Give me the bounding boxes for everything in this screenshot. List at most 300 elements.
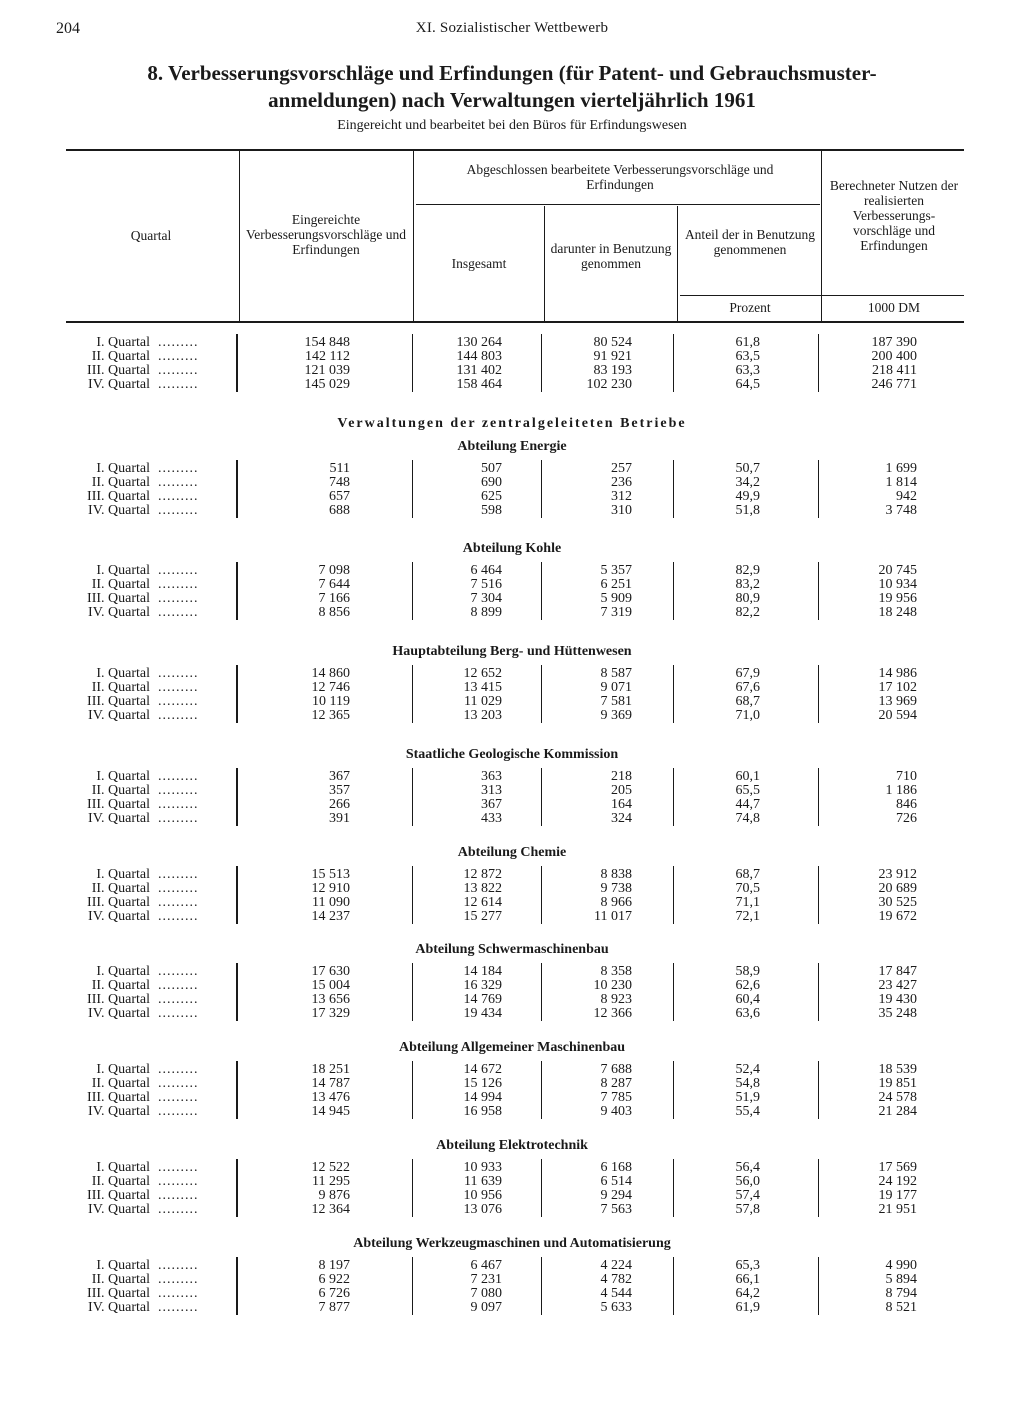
table-row bbox=[0, 476, 1024, 490]
quarter-label: II. Quartal bbox=[91, 349, 150, 364]
cell-value: 30 525 bbox=[878, 895, 917, 910]
dot-leader: ......... bbox=[158, 783, 199, 798]
cell-value: 145 029 bbox=[304, 377, 350, 392]
cell-value: 6 726 bbox=[318, 1286, 350, 1301]
cell-value: 13 969 bbox=[878, 694, 917, 709]
section-heading: Abteilung Schwermaschinenbau bbox=[415, 942, 609, 957]
dot-leader: ......... bbox=[158, 811, 199, 826]
cell-value: 6 467 bbox=[470, 1258, 502, 1273]
cell-value: 8 197 bbox=[318, 1258, 350, 1273]
cell-value: 9 294 bbox=[600, 1188, 632, 1203]
cell-value: 8 287 bbox=[600, 1076, 632, 1091]
quarter-label: I. Quartal bbox=[96, 1062, 150, 1077]
table-title-line-2: anmeldungen) nach Verwaltungen vierteljährlich 1961 bbox=[268, 88, 756, 112]
quarter-label: III. Quartal bbox=[87, 895, 150, 910]
cell-value: 131 402 bbox=[456, 363, 502, 378]
column-separator bbox=[412, 1061, 413, 1119]
cell-value: 7 080 bbox=[470, 1286, 502, 1301]
cell-value: 23 912 bbox=[878, 867, 917, 882]
cell-value: 9 738 bbox=[600, 881, 632, 896]
dot-leader: ......... bbox=[158, 563, 199, 578]
cell-value: 7 231 bbox=[470, 1272, 502, 1287]
quarter-label: I. Quartal bbox=[96, 964, 150, 979]
cell-value: 71,1 bbox=[735, 895, 760, 910]
column-separator bbox=[818, 562, 819, 620]
cell-value: 56,0 bbox=[735, 1174, 760, 1189]
quarter-label: III. Quartal bbox=[87, 489, 150, 504]
dot-leader: ......... bbox=[158, 1006, 199, 1021]
column-separator bbox=[412, 768, 413, 826]
quarter-label: II. Quartal bbox=[91, 680, 150, 695]
cell-value: 14 237 bbox=[311, 909, 350, 924]
column-separator bbox=[818, 768, 819, 826]
group-heading: Verwaltungen der zentralgeleiteten Betriebe bbox=[337, 416, 687, 431]
quarter-label: IV. Quartal bbox=[88, 1300, 150, 1315]
quarter-label: II. Quartal bbox=[91, 978, 150, 993]
cell-value: 16 958 bbox=[463, 1104, 502, 1119]
cell-value: 12 872 bbox=[463, 867, 502, 882]
cell-value: 312 bbox=[611, 489, 632, 504]
column-separator bbox=[541, 460, 542, 518]
dot-leader: ......... bbox=[158, 895, 199, 910]
quarter-label: III. Quartal bbox=[87, 363, 150, 378]
cell-value: 10 956 bbox=[463, 1188, 502, 1203]
quarter-label: IV. Quartal bbox=[88, 1202, 150, 1217]
header-eingereichte: Eingereichte Verbesserungsvorschläge und Erfindungen bbox=[245, 212, 407, 257]
table-row bbox=[0, 695, 1024, 709]
column-separator bbox=[818, 334, 819, 392]
cell-value: 8 856 bbox=[318, 605, 350, 620]
table-title bbox=[60, 60, 964, 114]
cell-value: 8 966 bbox=[600, 895, 632, 910]
cell-value: 12 365 bbox=[311, 708, 350, 723]
column-separator bbox=[412, 866, 413, 924]
cell-value: 68,7 bbox=[735, 694, 760, 709]
cell-value: 66,1 bbox=[735, 1272, 760, 1287]
cell-value: 80,9 bbox=[735, 591, 760, 606]
section-heading: Abteilung Werkzeugmaschinen und Automatisierung bbox=[353, 1236, 671, 1251]
table-row bbox=[0, 1161, 1024, 1175]
cell-value: 8 794 bbox=[885, 1286, 917, 1301]
column-separator bbox=[673, 665, 674, 723]
quarter-label: IV. Quartal bbox=[88, 909, 150, 924]
cell-value: 6 514 bbox=[600, 1174, 632, 1189]
cell-value: 11 017 bbox=[594, 909, 632, 924]
column-separator bbox=[236, 1159, 238, 1217]
cell-value: 11 029 bbox=[464, 694, 502, 709]
table-row bbox=[0, 784, 1024, 798]
cell-value: 82,2 bbox=[735, 605, 760, 620]
header-group-rule bbox=[416, 204, 820, 205]
cell-value: 16 329 bbox=[463, 978, 502, 993]
table-row bbox=[0, 681, 1024, 695]
cell-value: 49,9 bbox=[735, 489, 760, 504]
cell-value: 154 848 bbox=[304, 335, 350, 350]
cell-value: 67,9 bbox=[735, 666, 760, 681]
cell-value: 324 bbox=[611, 811, 632, 826]
cell-value: 17 102 bbox=[878, 680, 917, 695]
dot-leader: ......... bbox=[158, 1272, 199, 1287]
column-separator bbox=[541, 768, 542, 826]
cell-value: 11 090 bbox=[312, 895, 350, 910]
cell-value: 56,4 bbox=[735, 1160, 760, 1175]
cell-value: 24 578 bbox=[878, 1090, 917, 1105]
section-heading: Abteilung Energie bbox=[457, 439, 567, 454]
column-separator bbox=[236, 665, 238, 723]
header-divider-1 bbox=[239, 151, 240, 321]
header-abgeschlossen-group: Abgeschlossen bearbeitete Verbesserungsvorschläge und Erfindungen bbox=[466, 162, 774, 192]
cell-value: 8 838 bbox=[600, 867, 632, 882]
table-row bbox=[0, 364, 1024, 378]
column-separator bbox=[412, 1257, 413, 1315]
column-separator bbox=[236, 768, 238, 826]
cell-value: 12 652 bbox=[463, 666, 502, 681]
cell-value: 9 097 bbox=[470, 1300, 502, 1315]
table-row bbox=[0, 504, 1024, 518]
table-row bbox=[0, 910, 1024, 924]
table-row bbox=[0, 462, 1024, 476]
cell-value: 13 203 bbox=[463, 708, 502, 723]
dot-leader: ......... bbox=[158, 349, 199, 364]
header-nutzen: Berechneter Nutzen der realisierten Verbesserungs-vorschläge und Erfindungen bbox=[829, 178, 959, 253]
dot-leader: ......... bbox=[158, 867, 199, 882]
dot-leader: ......... bbox=[158, 503, 199, 518]
column-separator bbox=[673, 1159, 674, 1217]
cell-value: 50,7 bbox=[735, 461, 760, 476]
header-in-benutzung: darunter in Benutzung genommen bbox=[550, 241, 672, 271]
quarter-label: IV. Quartal bbox=[88, 708, 150, 723]
cell-value: 54,8 bbox=[735, 1076, 760, 1091]
table-row bbox=[0, 336, 1024, 350]
cell-value: 57,8 bbox=[735, 1202, 760, 1217]
cell-value: 35 248 bbox=[878, 1006, 917, 1021]
header-divider-3 bbox=[544, 206, 545, 321]
column-separator bbox=[818, 665, 819, 723]
quarter-label: II. Quartal bbox=[91, 475, 150, 490]
header-divider-2 bbox=[413, 151, 414, 321]
table-row bbox=[0, 812, 1024, 826]
cell-value: 17 847 bbox=[878, 964, 917, 979]
cell-value: 391 bbox=[329, 811, 350, 826]
column-separator bbox=[541, 1159, 542, 1217]
column-separator bbox=[818, 866, 819, 924]
table-row bbox=[0, 979, 1024, 993]
cell-value: 688 bbox=[329, 503, 350, 518]
table-row bbox=[0, 606, 1024, 620]
cell-value: 24 192 bbox=[878, 1174, 917, 1189]
table-row bbox=[0, 1175, 1024, 1189]
column-separator bbox=[541, 665, 542, 723]
quarter-label: IV. Quartal bbox=[88, 1104, 150, 1119]
section-heading: Abteilung Allgemeiner Maschinenbau bbox=[398, 1040, 626, 1055]
dot-leader: ......... bbox=[158, 881, 199, 896]
cell-value: 34,2 bbox=[735, 475, 760, 490]
column-separator bbox=[673, 1061, 674, 1119]
cell-value: 74,8 bbox=[735, 811, 760, 826]
cell-value: 6 168 bbox=[600, 1160, 632, 1175]
cell-value: 14 787 bbox=[311, 1076, 350, 1091]
cell-value: 10 933 bbox=[463, 1160, 502, 1175]
cell-value: 511 bbox=[329, 461, 350, 476]
cell-value: 236 bbox=[611, 475, 632, 490]
cell-value: 9 071 bbox=[600, 680, 632, 695]
column-separator bbox=[541, 334, 542, 392]
quarter-label: II. Quartal bbox=[91, 1076, 150, 1091]
cell-value: 266 bbox=[329, 797, 350, 812]
cell-value: 18 539 bbox=[878, 1062, 917, 1077]
dot-leader: ......... bbox=[158, 1286, 199, 1301]
cell-value: 63,6 bbox=[735, 1006, 760, 1021]
cell-value: 158 464 bbox=[456, 377, 502, 392]
quarter-label: IV. Quartal bbox=[88, 605, 150, 620]
cell-value: 130 264 bbox=[456, 335, 502, 350]
cell-value: 7 098 bbox=[318, 563, 350, 578]
cell-value: 942 bbox=[896, 489, 917, 504]
cell-value: 7 877 bbox=[318, 1300, 350, 1315]
quarter-label: IV. Quartal bbox=[88, 811, 150, 826]
cell-value: 433 bbox=[481, 811, 502, 826]
cell-value: 164 bbox=[611, 797, 632, 812]
cell-value: 15 004 bbox=[311, 978, 350, 993]
cell-value: 20 689 bbox=[878, 881, 917, 896]
cell-value: 7 785 bbox=[600, 1090, 632, 1105]
cell-value: 6 251 bbox=[600, 577, 632, 592]
cell-value: 748 bbox=[329, 475, 350, 490]
dot-leader: ......... bbox=[158, 577, 199, 592]
cell-value: 60,4 bbox=[735, 992, 760, 1007]
cell-value: 18 248 bbox=[878, 605, 917, 620]
cell-value: 246 771 bbox=[871, 377, 917, 392]
column-separator bbox=[236, 562, 238, 620]
dot-leader: ......... bbox=[158, 377, 199, 392]
dot-leader: ......... bbox=[158, 708, 199, 723]
cell-value: 5 357 bbox=[600, 563, 632, 578]
cell-value: 625 bbox=[481, 489, 502, 504]
column-separator bbox=[673, 460, 674, 518]
cell-value: 71,0 bbox=[735, 708, 760, 723]
quarter-label: IV. Quartal bbox=[88, 503, 150, 518]
dot-leader: ......... bbox=[158, 797, 199, 812]
cell-value: 14 672 bbox=[463, 1062, 502, 1077]
quarter-label: I. Quartal bbox=[96, 461, 150, 476]
cell-value: 142 112 bbox=[305, 349, 350, 364]
cell-value: 63,3 bbox=[735, 363, 760, 378]
quarter-label: II. Quartal bbox=[91, 783, 150, 798]
cell-value: 14 994 bbox=[463, 1090, 502, 1105]
quarter-label: III. Quartal bbox=[87, 694, 150, 709]
cell-value: 65,3 bbox=[735, 1258, 760, 1273]
cell-value: 200 400 bbox=[871, 349, 917, 364]
section-heading: Abteilung Chemie bbox=[457, 845, 567, 860]
cell-value: 19 177 bbox=[878, 1188, 917, 1203]
cell-value: 121 039 bbox=[304, 363, 350, 378]
cell-value: 15 126 bbox=[463, 1076, 502, 1091]
table-row bbox=[0, 1301, 1024, 1315]
cell-value: 846 bbox=[896, 797, 917, 812]
dot-leader: ......... bbox=[158, 769, 199, 784]
quarter-label: I. Quartal bbox=[96, 1160, 150, 1175]
table-row bbox=[0, 1203, 1024, 1217]
cell-value: 5 894 bbox=[885, 1272, 917, 1287]
table-row bbox=[0, 378, 1024, 392]
cell-value: 7 688 bbox=[600, 1062, 632, 1077]
table-row bbox=[0, 1105, 1024, 1119]
cell-value: 21 284 bbox=[878, 1104, 917, 1119]
dot-leader: ......... bbox=[158, 666, 199, 681]
table-row bbox=[0, 798, 1024, 812]
cell-value: 12 522 bbox=[311, 1160, 350, 1175]
cell-value: 44,7 bbox=[735, 797, 760, 812]
dot-leader: ......... bbox=[158, 1090, 199, 1105]
cell-value: 52,4 bbox=[735, 1062, 760, 1077]
cell-value: 20 745 bbox=[878, 563, 917, 578]
cell-value: 55,4 bbox=[735, 1104, 760, 1119]
column-separator bbox=[541, 1061, 542, 1119]
column-separator bbox=[818, 1257, 819, 1315]
dot-leader: ......... bbox=[158, 335, 199, 350]
cell-value: 18 251 bbox=[311, 1062, 350, 1077]
cell-value: 1 186 bbox=[885, 783, 917, 798]
cell-value: 10 119 bbox=[312, 694, 350, 709]
cell-value: 15 513 bbox=[311, 867, 350, 882]
cell-value: 310 bbox=[611, 503, 632, 518]
cell-value: 4 782 bbox=[600, 1272, 632, 1287]
header-top-rule bbox=[66, 149, 964, 151]
cell-value: 17 329 bbox=[311, 1006, 350, 1021]
section-heading: Hauptabteilung Berg- und Hüttenwesen bbox=[392, 644, 632, 659]
dot-leader: ......... bbox=[158, 909, 199, 924]
table-row bbox=[0, 770, 1024, 784]
cell-value: 12 746 bbox=[311, 680, 350, 695]
dot-leader: ......... bbox=[158, 1258, 199, 1273]
quarter-label: I. Quartal bbox=[96, 867, 150, 882]
cell-value: 19 434 bbox=[463, 1006, 502, 1021]
cell-value: 144 803 bbox=[456, 349, 502, 364]
cell-value: 12 910 bbox=[311, 881, 350, 896]
cell-value: 187 390 bbox=[871, 335, 917, 350]
cell-value: 61,9 bbox=[735, 1300, 760, 1315]
header-insgesamt: Insgesamt bbox=[451, 256, 507, 271]
cell-value: 15 277 bbox=[463, 909, 502, 924]
cell-value: 11 639 bbox=[464, 1174, 502, 1189]
cell-value: 7 644 bbox=[318, 577, 350, 592]
column-separator bbox=[236, 1257, 238, 1315]
cell-value: 507 bbox=[481, 461, 502, 476]
cell-value: 13 656 bbox=[311, 992, 350, 1007]
cell-value: 61,8 bbox=[735, 335, 760, 350]
cell-value: 8 358 bbox=[600, 964, 632, 979]
column-separator bbox=[236, 1061, 238, 1119]
cell-value: 60,1 bbox=[735, 769, 760, 784]
cell-value: 4 544 bbox=[600, 1286, 632, 1301]
cell-value: 13 415 bbox=[463, 680, 502, 695]
cell-value: 7 304 bbox=[470, 591, 502, 606]
cell-value: 17 569 bbox=[878, 1160, 917, 1175]
cell-value: 51,9 bbox=[735, 1090, 760, 1105]
cell-value: 21 951 bbox=[878, 1202, 917, 1217]
table-row bbox=[0, 1189, 1024, 1203]
quarter-label: II. Quartal bbox=[91, 1174, 150, 1189]
cell-value: 598 bbox=[481, 503, 502, 518]
cell-value: 65,5 bbox=[735, 783, 760, 798]
cell-value: 363 bbox=[481, 769, 502, 784]
column-separator bbox=[541, 1257, 542, 1315]
column-separator bbox=[673, 963, 674, 1021]
cell-value: 12 366 bbox=[593, 1006, 632, 1021]
quarter-label: II. Quartal bbox=[91, 577, 150, 592]
cell-value: 367 bbox=[329, 769, 350, 784]
cell-value: 257 bbox=[611, 461, 632, 476]
cell-value: 58,9 bbox=[735, 964, 760, 979]
cell-value: 70,5 bbox=[735, 881, 760, 896]
header-quartal: Quartal bbox=[130, 228, 172, 243]
cell-value: 14 860 bbox=[311, 666, 350, 681]
column-separator bbox=[236, 963, 238, 1021]
table-row bbox=[0, 868, 1024, 882]
cell-value: 7 581 bbox=[600, 694, 632, 709]
table-row bbox=[0, 1077, 1024, 1091]
quarter-label: I. Quartal bbox=[96, 1258, 150, 1273]
header-divider-5 bbox=[821, 151, 822, 321]
header-prozent: Prozent bbox=[729, 300, 771, 315]
table-row bbox=[0, 1091, 1024, 1105]
table-row bbox=[0, 1007, 1024, 1021]
header-1000-dm: 1000 DM bbox=[867, 300, 921, 315]
table-row bbox=[0, 896, 1024, 910]
header-divider-4 bbox=[677, 206, 678, 321]
column-separator bbox=[818, 963, 819, 1021]
column-separator bbox=[673, 562, 674, 620]
dot-leader: ......... bbox=[158, 1300, 199, 1315]
quarter-label: I. Quartal bbox=[96, 769, 150, 784]
quarter-label: III. Quartal bbox=[87, 591, 150, 606]
cell-value: 14 184 bbox=[463, 964, 502, 979]
table-row bbox=[0, 882, 1024, 896]
cell-value: 8 899 bbox=[470, 605, 502, 620]
section-heading: Abteilung Kohle bbox=[462, 541, 562, 556]
table-row bbox=[0, 490, 1024, 504]
cell-value: 8 521 bbox=[885, 1300, 917, 1315]
column-separator bbox=[236, 460, 238, 518]
column-separator bbox=[541, 866, 542, 924]
quarter-label: II. Quartal bbox=[91, 881, 150, 896]
cell-value: 6 464 bbox=[470, 563, 502, 578]
header-unit-rule bbox=[680, 295, 964, 296]
running-head: XI. Sozialistischer Wettbewerb bbox=[415, 20, 609, 36]
column-separator bbox=[673, 1257, 674, 1315]
header-bottom-rule bbox=[66, 321, 964, 323]
cell-value: 91 921 bbox=[593, 349, 632, 364]
cell-value: 62,6 bbox=[735, 978, 760, 993]
cell-value: 7 319 bbox=[600, 605, 632, 620]
cell-value: 8 587 bbox=[600, 666, 632, 681]
table-title-line-1: 8. Verbesserungsvorschläge und Erfindungen (für Patent- und Gebrauchsmuster- bbox=[147, 61, 877, 85]
cell-value: 357 bbox=[329, 783, 350, 798]
cell-value: 218 411 bbox=[872, 363, 917, 378]
cell-value: 20 594 bbox=[878, 708, 917, 723]
table-row bbox=[0, 1287, 1024, 1301]
dot-leader: ......... bbox=[158, 680, 199, 695]
quarter-label: III. Quartal bbox=[87, 797, 150, 812]
column-separator bbox=[818, 1159, 819, 1217]
column-separator bbox=[236, 334, 238, 392]
cell-value: 367 bbox=[481, 797, 502, 812]
cell-value: 657 bbox=[329, 489, 350, 504]
cell-value: 4 990 bbox=[885, 1258, 917, 1273]
cell-value: 4 224 bbox=[600, 1258, 632, 1273]
table-row bbox=[0, 592, 1024, 606]
quarter-label: II. Quartal bbox=[91, 1272, 150, 1287]
